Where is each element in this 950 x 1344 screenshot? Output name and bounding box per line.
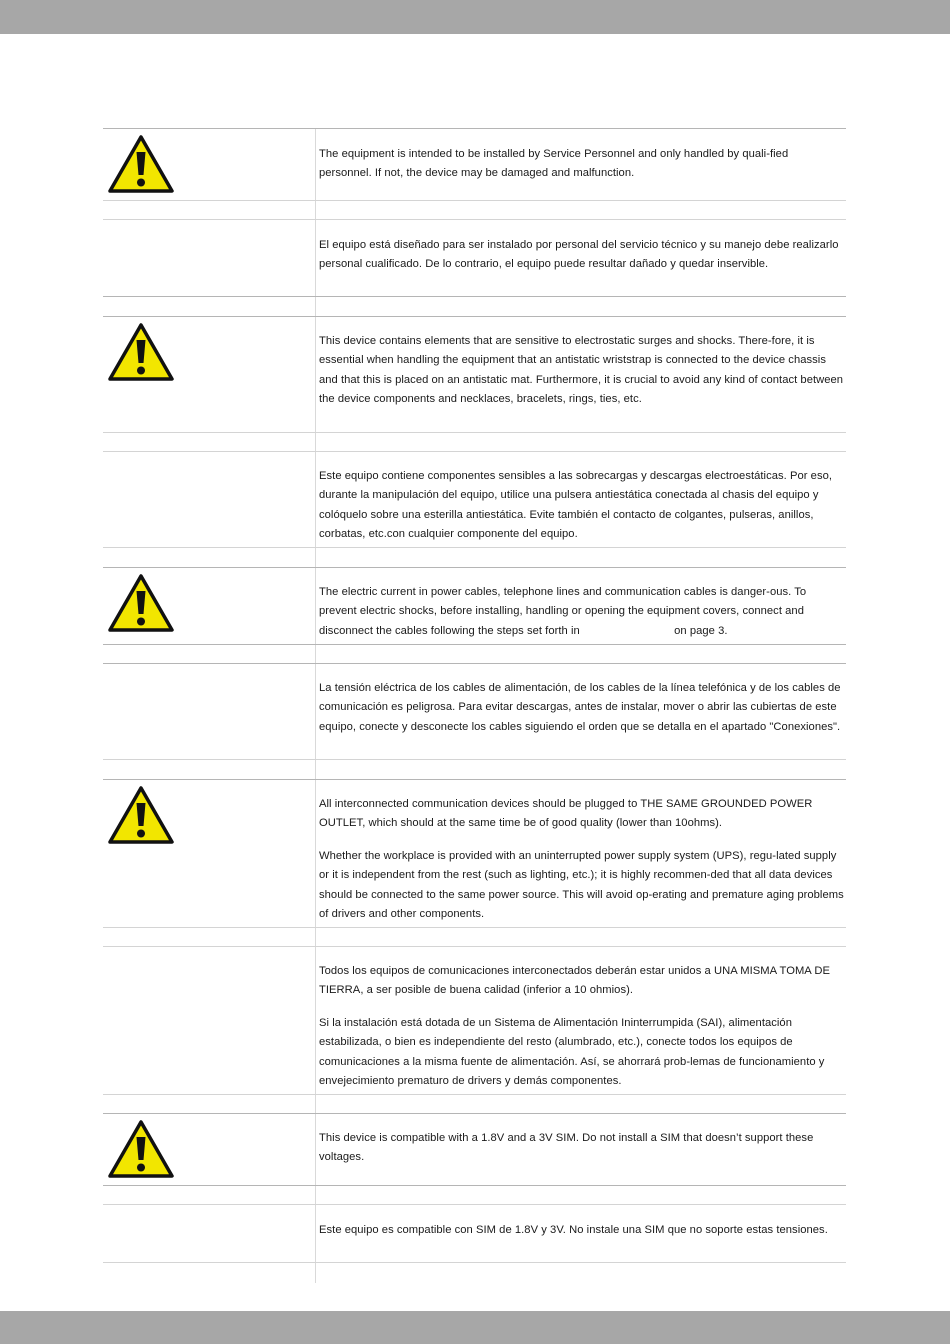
- table-rule: [103, 779, 846, 780]
- notice-electric-es: [319, 679, 844, 737]
- notice-paragraph: This device is compatible with a 1.8V and a 3V SIM. Do not install a SIM that doesn’t support these voltages.: [319, 1132, 814, 1164]
- table-rule: [103, 1262, 846, 1263]
- notice-esd-es: [319, 467, 844, 545]
- notice-paragraph: Whether the workplace is provided with an uninterrupted power supply system (UPS), regu-lated supply or it is independent from the rest (such as lighting, etc.); it is highly recommen-ded that all data devices should be connected to the same power source. This will avoid op-erating and premature aging problems of drivers and other components.: [319, 849, 844, 921]
- notice-sim-en: [319, 1129, 844, 1168]
- notice-grounding-en: [319, 795, 844, 924]
- warning-triangle-icon: [107, 134, 175, 194]
- notice-grounding-es: [319, 962, 844, 1091]
- notice-installation-en: [319, 145, 844, 184]
- table-rule: [103, 946, 846, 947]
- page-header-band: [0, 0, 950, 34]
- notice-paragraph: Este equipo es compatible con SIM de 1.8V y 3V. No instale una SIM que no soporte estas tensiones.: [319, 1224, 828, 1236]
- page-footer-band: [0, 1311, 950, 1344]
- warning-triangle-icon: [107, 1119, 175, 1179]
- notice-text: The electric current in power cables, telephone lines and communication cables is danger-ous. To prevent electric shocks, before installing, handling or opening the equipment covers, connect and disconnect the cables following the steps set forth in: [319, 586, 807, 637]
- table-rule: [103, 759, 846, 760]
- notice-esd-en: [319, 332, 844, 410]
- table-rule: [103, 567, 846, 568]
- notice-paragraph: The equipment is intended to be installed by Service Personnel and only handled by quali-fied personnel. If not, the device may be damaged and malfunction.: [319, 148, 789, 180]
- notice-paragraph: Si la instalación está dotada de un Sistema de Alimentación Ininterrumpida (SAI), alimentación estabilizada, o bien es independiente del resto (alumbrado, etc.), conecte todos los equipos de comunicaciones a la misma fuente de alimentación. Así, se ahorrará prob-lemas de funcionamiento y envejecimiento prematuro de drivers y demás componentes.: [319, 1016, 825, 1088]
- page-reference: on page 3.: [674, 624, 728, 637]
- table-rule: [103, 432, 846, 433]
- warning-triangle-icon: [107, 785, 175, 845]
- table-rule: [103, 316, 846, 317]
- table-rule: [103, 663, 846, 664]
- table-rule: [103, 128, 846, 129]
- table-rule: [103, 219, 846, 220]
- notice-sim-es: [319, 1221, 844, 1240]
- table-rule: [103, 1113, 846, 1114]
- notice-paragraph: Todos los equipos de comunicaciones interconectados deberán estar unidos a UNA MISMA TOMA DE TIERRA, a ser posible de buena calidad (inferior a 10 ohmios).: [319, 965, 831, 997]
- notice-paragraph: All interconnected communication devices should be plugged to THE SAME GROUNDED POWER OUTLET, which should at the same time be of good quality (lower than 10ohms).: [319, 798, 813, 830]
- table-rule: [103, 451, 846, 452]
- table-rule: [103, 1094, 846, 1095]
- notice-paragraph: This device contains elements that are sensitive to electrostatic surges and shocks. There-fore, it is essential when handling the equipment that an antistatic wriststrap is connected to the device chassis and that this is placed on an antistatic mat. Furthermore, it is crucial to avoid any kind of contact between the device components and necklaces, bracelets, rings, ties, etc.: [319, 335, 844, 406]
- warning-triangle-icon: [107, 322, 175, 382]
- table-rule: [103, 644, 846, 645]
- table-rule: [103, 296, 846, 297]
- notice-paragraph: La tensión eléctrica de los cables de alimentación, de los cables de la línea telefónica y de los cables de comunicación es peligrosa. Para evitar descargas, antes de instalar, mover o abrir las cubiertas de este equipo, conecte y desconecte los cables siguiendo el orden que se detalla en el apartado "Conexiones".: [319, 682, 841, 733]
- notice-electric-en: [319, 583, 844, 641]
- column-divider: [315, 128, 316, 1283]
- table-rule: [103, 547, 846, 548]
- table-rule: [103, 200, 846, 201]
- notice-paragraph: El equipo está diseñado para ser instalado por personal del servicio técnico y su manejo debe realizarlo personal cualificado. De lo contrario, el equipo puede resultar dañado y quedar inservible.: [319, 239, 839, 271]
- table-rule: [103, 1204, 846, 1205]
- table-rule: [103, 927, 846, 928]
- warning-triangle-icon: [107, 573, 175, 633]
- table-rule: [103, 1185, 846, 1186]
- notice-paragraph: [319, 583, 844, 641]
- notice-installation-es: [319, 236, 844, 275]
- notice-paragraph: Este equipo contiene componentes sensibles a las sobrecargas y descargas electroestáticas. Por eso, durante la manipulación del equipo, utilice una pulsera antiestática conectada al chasis del equipo y colóquelo sobre una esterilla antiestática. Evite también el contacto de colgantes, pulseras, anillos, corbatas, etc.con cualquier componente del equipo.: [319, 470, 833, 541]
